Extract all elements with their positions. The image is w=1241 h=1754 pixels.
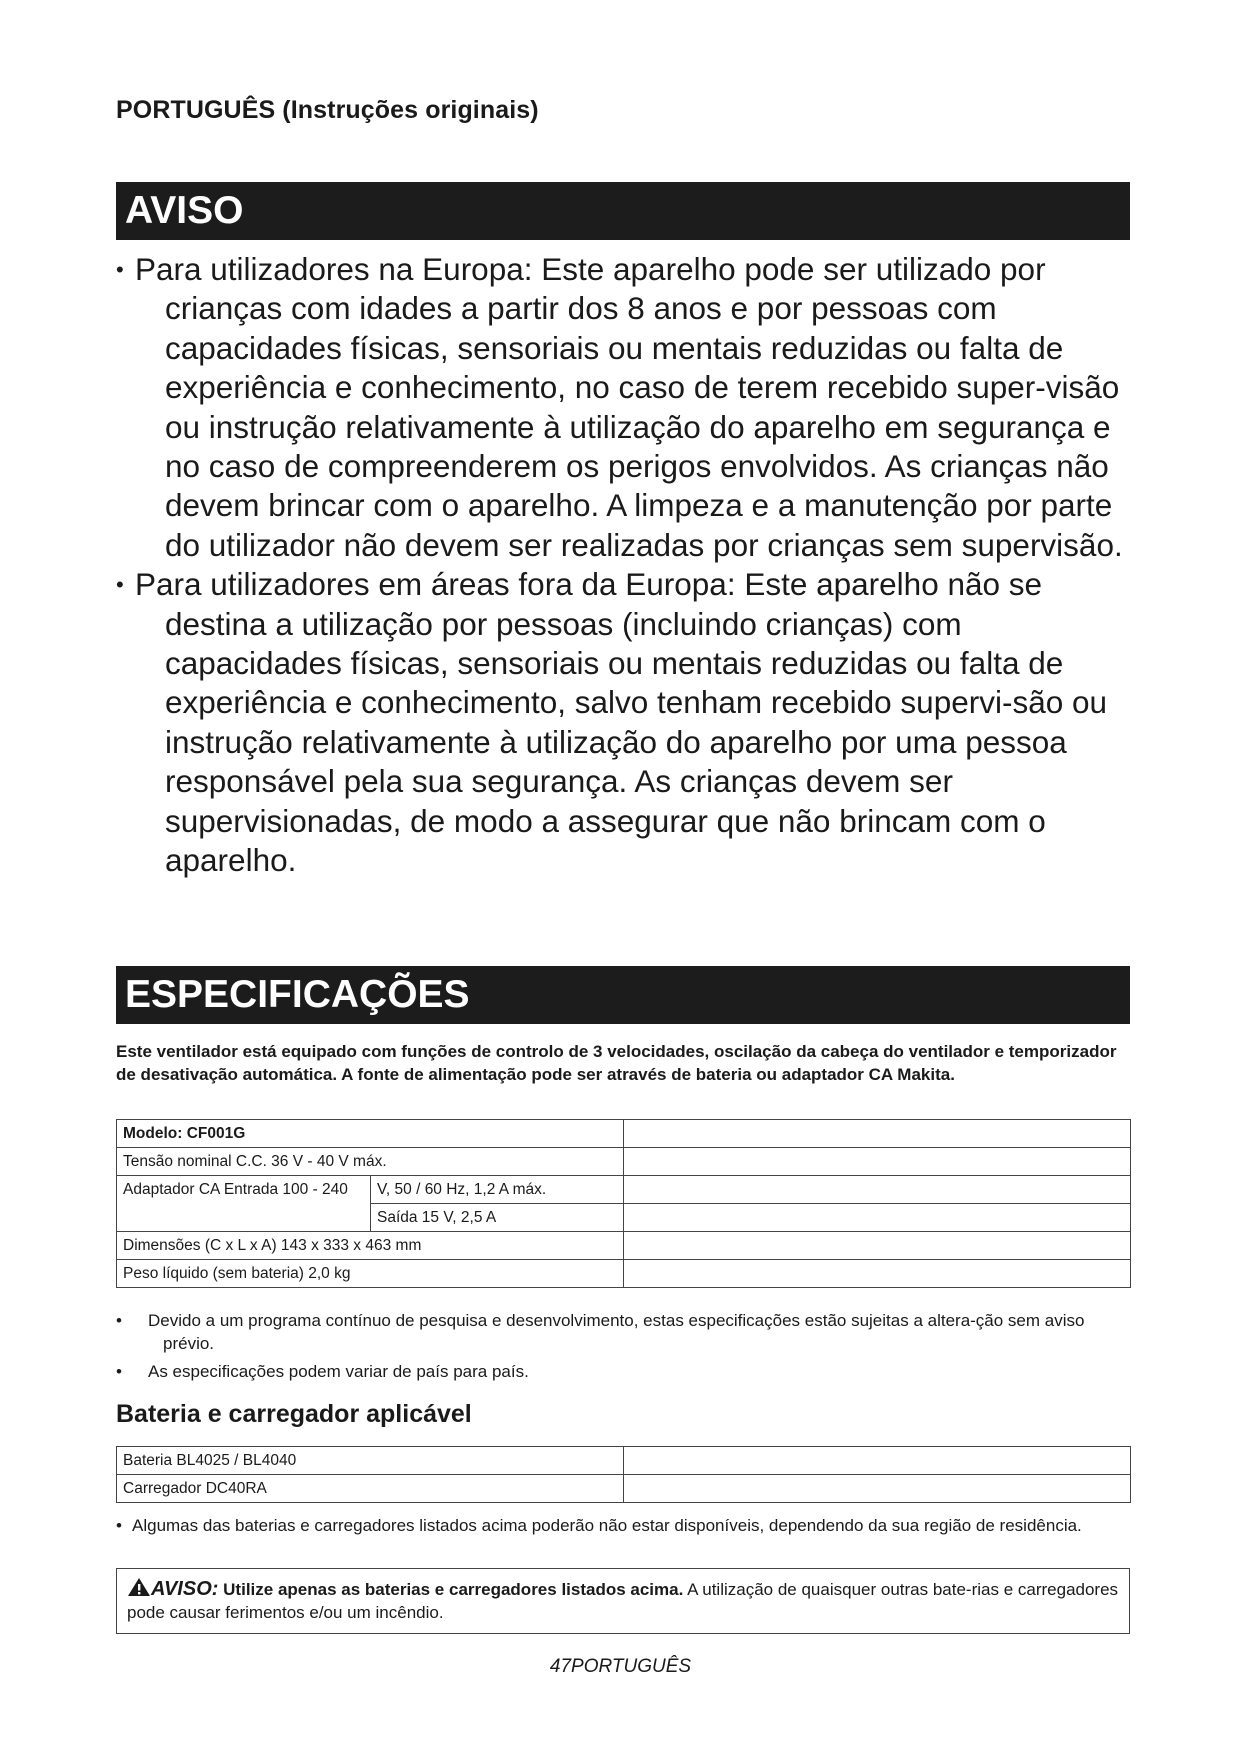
specs-intro: Este ventilador está equipado com funções de controlo de 3 velocidades, oscilação da cabeça do ventilador e temporizador de desativação automática. A fonte de alimentação pode ser através de bateria ou adaptador CA Makita. [116,1042,1117,1084]
spec-weight: Peso líquido (sem bateria) 2,0 kg [117,1260,624,1288]
warning-item-text: Para utilizadores em áreas fora da Europa: Este aparelho não se destina a utilização por pessoas (incluindo crianças) com capacidades físicas, sensoriais ou mentais reduzidas ou falta de experiência e conhecimento, salvo tenham recebido supervi-são ou instrução relativamente à utilização do aparelho por uma pessoa responsável pela sua segurança. As crianças devem ser supervisionadas, de modo a assegurar que não brincam com o aparelho. [135,566,1108,879]
spec-adapter-input: V, 50 / 60 Hz, 1,2 A máx. [371,1176,624,1204]
page-footer: 47PORTUGUÊS [549,1656,692,1677]
spec-model: Modelo: CF001G [117,1120,624,1148]
warning-list [116,250,1146,881]
specs-section-title: ESPECIFICAÇÕES [116,966,1130,1024]
table-row [117,1176,1131,1204]
battery-model: Bateria BL4025 / BL4040 [117,1447,624,1475]
warning-triangle-icon [127,1577,151,1597]
specs-note-1 [116,1310,1136,1355]
specs-table [116,1119,1131,1288]
bullet-icon: • [116,257,124,282]
table-cell-empty [624,1148,1131,1176]
bullet-icon: • [116,1362,122,1381]
warning-text: A utilização de quaisquer outras bate-rias e carregadores pode causar ferimentos e/ou um incêndio. [127,1580,1119,1622]
table-row [117,1232,1131,1260]
warning-item-europe [116,250,1146,565]
page-language-header: PORTUGUÊS (Instruções originais) [116,96,539,124]
bullet-icon: • [116,572,124,598]
battery-section-title: Bateria e carregador aplicável [116,1400,472,1428]
note-text: Devido a um programa contínuo de pesquisa e desenvolvimento, estas especificações estão sujeitas a altera-ção sem aviso prévio. [148,1311,1085,1353]
bullet-icon: • [116,1311,122,1330]
charger-model: Carregador DC40RA [117,1475,624,1503]
note-text: Algumas das baterias e carregadores listados acima poderão não estar disponíveis, dependendo da sua região de residência. [132,1516,1082,1535]
warning-label: AVISO: [151,1578,219,1600]
table-cell-empty [624,1475,1131,1503]
warning-item-text: Para utilizadores na Europa: Este aparelho pode ser utilizado por crianças com idades a partir dos 8 anos e por pessoas com capacidades físicas, sensoriais ou mentais reduzidas ou falta de experiência e conhecimento, no caso de terem recebido super-visão ou instrução relativamente à utilização do aparelho em segurança e no caso de compreenderem os perigos envolvidos. As crianças não devem brincar com o aparelho. A limpeza e a manutenção por parte do utilizador não devem ser realizadas por crianças sem supervisão. [135,251,1123,563]
battery-warning-box [116,1568,1130,1634]
warning-section-title: AVISO [116,182,1130,240]
bullet-icon: • [116,1516,122,1535]
spec-adapter-output: Saída 15 V, 2,5 A [371,1204,624,1232]
table-row [117,1447,1131,1475]
table-cell-empty [624,1232,1131,1260]
table-row [117,1260,1131,1288]
table-cell-empty [624,1120,1131,1148]
battery-table [116,1446,1131,1503]
specs-note-2 [116,1361,1136,1384]
spec-dimensions: Dimensões (C x L x A) 143 x 333 x 463 mm [117,1232,624,1260]
note-text: As especificações podem variar de país para país. [148,1362,529,1381]
warning-bold-text: Utilize apenas as baterias e carregadores listados acima. [223,1580,684,1599]
table-cell-empty [624,1204,1131,1232]
spec-voltage: Tensão nominal C.C. 36 V - 40 V máx. [117,1148,624,1176]
table-cell-empty [624,1176,1131,1204]
warning-item-outside-europe [116,565,1146,880]
table-cell-empty [624,1260,1131,1288]
battery-note [116,1515,1136,1538]
table-row [117,1475,1131,1503]
table-cell-empty [624,1447,1131,1475]
table-row [117,1148,1131,1176]
table-row [117,1120,1131,1148]
spec-adapter-label: Adaptador CA Entrada 100 - 240 [117,1176,371,1232]
